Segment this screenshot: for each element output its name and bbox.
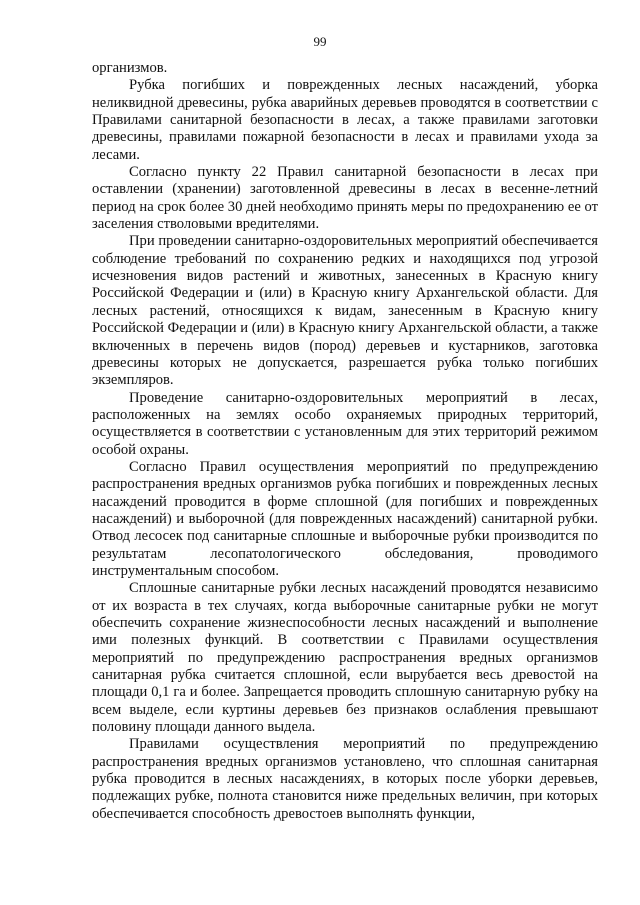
paragraph: Сплошные санитарные рубки лесных насаждений проводятся независимо от их возраста в тех случаях, когда выборочные санитарные рубки не могут обеспечить сохранение жизнеспособности лесных насаждений и выполнение ими полезных функций. В соответствии с Правилами осуществления мероприятий по предупреждению распространения вредных организмов санитарная рубка считается сплошной, если вырубается весь древостой на площади 0,1 га и более. Запрещается проводить сплошную санитарную рубку на всем выделе, если куртины деревьев без признаков ослабления превышают половину площади данного выдела. bbox=[92, 580, 598, 736]
paragraph: Согласно пункту 22 Правил санитарной безопасности в лесах при оставлении (хранении) заготовленной древесины в лесах в весенне-летний период на срок более 30 дней необходимо принять меры по предохранению ее от заселения стволовыми вредителями. bbox=[92, 164, 598, 233]
paragraph-continuation: организмов. bbox=[92, 60, 168, 76]
paragraph: Согласно Правил осуществления мероприятий по предупреждению распространения вредных организмов рубка погибших и поврежденных лесных насаждений проводится в форме сплошной (для погибших и поврежденных насаждений) и выборочной (для поврежденных насаждений) санитарной рубки. Отвод лесосек под санитарные сплошные и выборочные рубки производится по результатам лесопатологического обследования, проводимого инструментальным способом. bbox=[92, 458, 598, 579]
page-number: 99 bbox=[313, 34, 327, 49]
paragraph: При проведении санитарно-оздоровительных мероприятий обеспечивается соблюдение требований по сохранению редких и находящихся под угрозой исчезновения видов растений и животных, занесенных в Красную книгу Российской Федерации и (или) в Красную книгу Архангельской области. Для лесных растений, относящихся к видам, занесенным в Красную книгу Российской Федерации и (или) в Красную книгу Архангельской области, а также включенных в перечень видов (пород) деревьев и кустарников, заготовка древесины которых не допускается, разрешается рубка только погибших экземпляров. bbox=[92, 233, 598, 389]
paragraph: Правилами осуществления мероприятий по предупреждению распространения вредных организмов установлено, что сплошная санитарная рубка проводится в лесных насаждениях, в которых после уборки деревьев, подлежащих рубке, полнота становится ниже предельных величин, при которых обеспечивается способность древостоев выполнять функции, bbox=[92, 736, 598, 822]
page-body bbox=[92, 60, 598, 823]
paragraph: Проведение санитарно-оздоровительных мероприятий в лесах, расположенных на землях особо охраняемых природных территорий, осуществляется в соответствии с установленным для этих территорий режимом особой охраны. bbox=[92, 389, 598, 458]
paragraph: Рубка погибших и поврежденных лесных насаждений, уборка неликвидной древесины, рубка аварийных деревьев проводятся в соответствии с Правилами санитарной безопасности в лесах, а также правилами заготовки древесины, правилами пожарной безопасности в лесах и правилами ухода за лесами. bbox=[92, 77, 598, 163]
